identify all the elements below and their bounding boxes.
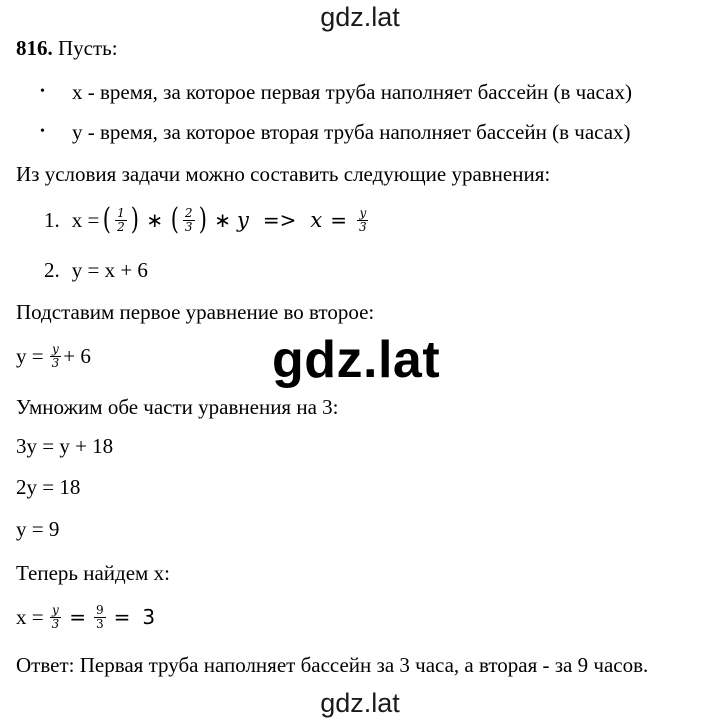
list-item <box>0 120 720 144</box>
equals-sign: = <box>330 208 348 232</box>
step-line: 2y = 18 <box>16 475 81 499</box>
fraction-numerator: y <box>52 602 59 617</box>
fraction-two-thirds <box>183 207 195 234</box>
answer-text: Ответ: Первая труба наполняет бассейн за 3 часа, а вторая - за 9 часов. <box>16 653 649 677</box>
equation-marker: 2. <box>44 258 60 282</box>
conditions-intro: Из условия задачи можно составить следующие уравнения: <box>16 162 551 186</box>
equation-lhs: x = <box>16 605 44 629</box>
bullet-text: x - время, за которое первая труба наполняет бассейн (в часах) <box>72 80 632 104</box>
equation-lhs: y = <box>16 344 44 368</box>
equation-text: y = x + 6 <box>71 258 148 282</box>
watermark-bottom: gdz.lat <box>320 688 400 718</box>
multiply-operator: ∗ <box>146 208 164 232</box>
fraction-numerator: 2 <box>184 205 193 220</box>
fraction-numerator: y <box>52 341 59 356</box>
equals-sign: = <box>69 605 86 629</box>
fraction-denominator: 3 <box>51 355 60 370</box>
fraction-9-over-3 <box>94 604 106 631</box>
equals-sign: = <box>113 605 131 629</box>
fraction-denominator: 3 <box>184 219 193 234</box>
bullet-symbol: • <box>40 84 45 99</box>
bullet-symbol: • <box>40 124 45 139</box>
fraction-numerator: 9 <box>96 602 104 617</box>
fraction-denominator: 2 <box>117 219 125 234</box>
equation-1 <box>44 198 371 242</box>
paren-close-icon: ) <box>198 202 207 237</box>
equation-2 <box>44 258 148 283</box>
implies-sign: => <box>262 208 297 232</box>
problem-intro: Пусть: <box>52 36 118 60</box>
equation-rhs: + 6 <box>63 344 91 368</box>
multiply-operator: ∗ <box>214 208 232 232</box>
fraction-y-over-3 <box>50 343 62 370</box>
substituted-equation <box>16 336 91 376</box>
paren-open-icon: ( <box>103 202 112 237</box>
find-x-text: Теперь найдем x: <box>16 561 170 585</box>
x-result-equation <box>16 596 155 638</box>
watermark-top: gdz.lat <box>320 2 400 32</box>
fraction-y-over-3 <box>50 604 62 631</box>
equation-marker: 1. <box>44 207 60 232</box>
variable-y: y <box>237 208 249 232</box>
multiply-text: Умножим обе части уравнения на 3: <box>16 395 339 419</box>
step-line: 3y = y + 18 <box>16 434 114 458</box>
fraction-denominator: 3 <box>359 219 367 234</box>
fraction-denominator: 3 <box>96 616 104 631</box>
problem-number: 816. <box>16 36 53 60</box>
step-line: y = 9 <box>16 517 60 541</box>
x-value: 3 <box>142 605 156 629</box>
fraction-y-over-3 <box>357 207 369 234</box>
fraction-one-half <box>115 207 127 234</box>
watermark-middle: gdz.lat <box>272 331 441 389</box>
bullet-text: y - время, за которое вторая труба наполняет бассейн (в часах) <box>72 120 631 144</box>
problem-header <box>16 36 118 60</box>
fraction-denominator: 3 <box>51 616 60 631</box>
fraction-numerator: 1 <box>117 205 125 220</box>
fraction-numerator: y <box>359 205 367 220</box>
paren-close-icon: ) <box>130 202 139 237</box>
substitute-text: Подставим первое уравнение во второе: <box>16 300 375 324</box>
paren-open-icon: ( <box>170 202 180 237</box>
variable-x: x <box>310 208 323 232</box>
equation-lhs: x = <box>71 207 100 232</box>
list-item <box>0 80 720 104</box>
